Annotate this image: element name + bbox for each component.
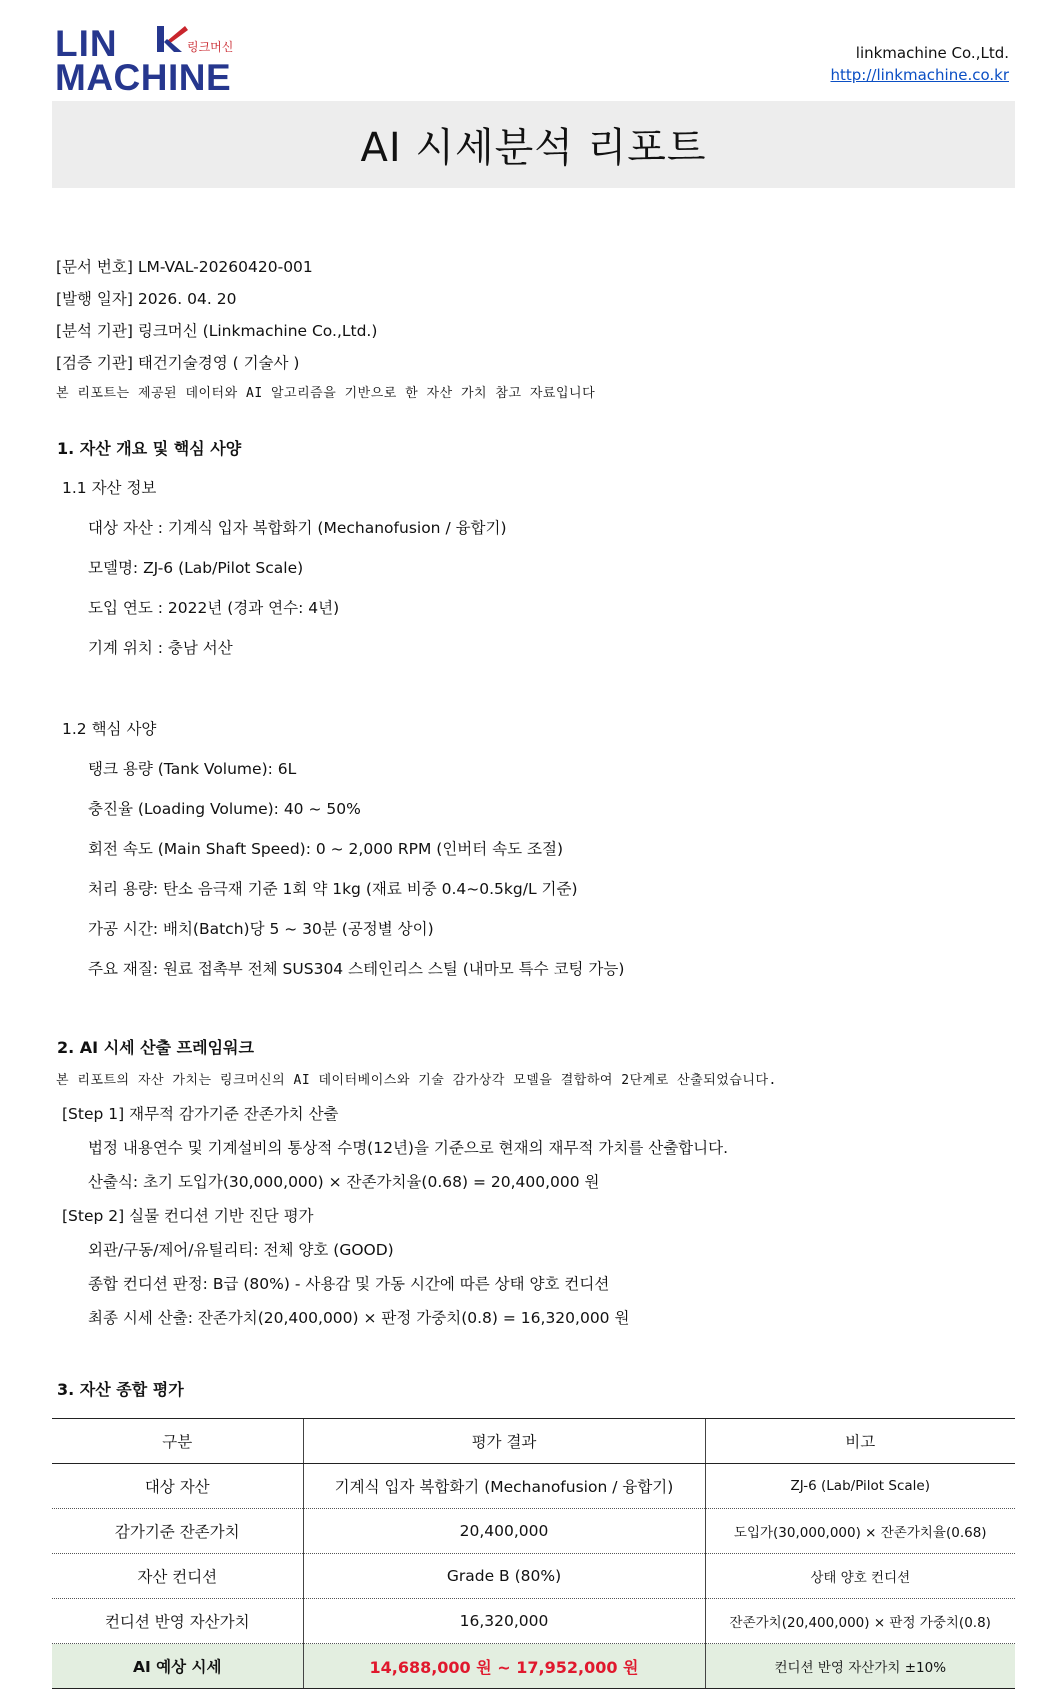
asset-info-item: 도입 연도 : 2022년 (경과 연수: 4년) <box>88 599 340 617</box>
row-result: Grade B (80%) <box>303 1554 705 1599</box>
logo-korean-text: 링크머신 <box>187 40 234 54</box>
final-estimate-row <box>52 1644 1015 1689</box>
asset-info-item: 기계 위치 : 충남 서산 <box>88 639 233 657</box>
spec-item: 가공 시간: 배치(Batch)당 5 ~ 30분 (공정별 상이) <box>88 920 434 938</box>
report-title: AI 시세분석 리포트 <box>360 125 707 171</box>
asset-info-item: 모델명: ZJ-6 (Lab/Pilot Scale) <box>88 559 304 577</box>
meta-verifier: [검증 기관] 태건기술경영 ( 기술사 ) <box>56 354 300 372</box>
company-info <box>831 42 1010 86</box>
section1-heading: 1. 자산 개요 및 핵심 사양 <box>57 439 242 458</box>
row-remark: 상태 양호 컨디션 <box>705 1554 1015 1599</box>
spec-item: 충진율 (Loading Volume): 40 ~ 50% <box>88 800 361 818</box>
meta-doc-number: [문서 번호] LM-VAL-20260420-001 <box>56 258 313 276</box>
spec-item: 탱크 용량 (Tank Volume): 6L <box>88 760 297 778</box>
table-row <box>52 1554 1015 1599</box>
document-meta <box>56 251 377 379</box>
row-result: 16,320,000 <box>303 1599 705 1644</box>
final-estimate-price: 14,688,000 원 ~ 17,952,000 원 <box>303 1644 705 1689</box>
section2-note: 본 리포트의 자산 가치는 링크머신의 AI 데이터베이스와 기술 감가상각 모델을 결합하여 2단계로 산출되었습니다. <box>56 1073 777 1088</box>
step2-item: 최종 시세 산출: 잔존가치(20,400,000) × 판정 가중치(0.8) = 16,320,000 원 <box>88 1309 630 1327</box>
title-banner <box>52 101 1015 188</box>
logo-k-mark-icon <box>155 24 189 54</box>
spec-item: 주요 재질: 원료 접촉부 전체 SUS304 스테인리스 스틸 (내마모 특수 코팅 가능) <box>88 960 625 978</box>
table-row <box>52 1509 1015 1554</box>
logo-text-bottom: MACHINE <box>55 57 232 98</box>
section1-1-heading: 1.1 자산 정보 <box>62 479 157 497</box>
row-remark: ZJ-6 (Lab/Pilot Scale) <box>705 1464 1015 1509</box>
step2-item: 종합 컨디션 판정: B급 (80%) - 사용감 및 가동 시간에 따른 상태 양호 컨디션 <box>88 1275 610 1293</box>
column-header-result: 평가 결과 <box>303 1419 705 1464</box>
table-row <box>52 1599 1015 1644</box>
row-label: 컨디션 반영 자산가치 <box>52 1599 303 1644</box>
row-label: 대상 자산 <box>52 1464 303 1509</box>
step1-heading: [Step 1] 재무적 감가기준 잔존가치 산출 <box>62 1105 339 1123</box>
company-url-link[interactable]: http://linkmachine.co.kr <box>830 66 1009 84</box>
logo-text-top: LIN <box>55 23 118 64</box>
row-label: 감가기준 잔존가치 <box>52 1509 303 1554</box>
column-header-category: 구분 <box>52 1419 303 1464</box>
step1-item: 법정 내용연수 및 기계설비의 통상적 수명(12년)을 기준으로 현재의 재무적 가치를 산출합니다. <box>88 1139 729 1157</box>
disclaimer-note: 본 리포트는 제공된 데이터와 AI 알고리즘을 기반으로 한 자산 가치 참고 자료입니다 <box>56 386 596 401</box>
meta-analyst: [분석 기관] 링크머신 (Linkmachine Co.,Ltd.) <box>56 322 378 340</box>
linkmachine-logo <box>55 20 255 100</box>
section2-heading: 2. AI 시세 산출 프레임워크 <box>57 1038 254 1057</box>
section1-2-heading: 1.2 핵심 사양 <box>62 720 157 738</box>
row-remark: 도입가(30,000,000) × 잔존가치율(0.68) <box>705 1509 1015 1554</box>
row-remark: 잔존가치(20,400,000) × 판정 가중치(0.8) <box>705 1599 1015 1644</box>
row-result: 20,400,000 <box>303 1509 705 1554</box>
asset-summary-table <box>52 1418 1015 1689</box>
final-estimate-remark: 컨디션 반영 자산가치 ±10% <box>705 1644 1015 1689</box>
section3-heading: 3. 자산 종합 평가 <box>57 1380 184 1399</box>
step2-item: 외관/구동/제어/유틸리티: 전체 양호 (GOOD) <box>88 1241 394 1259</box>
column-header-remarks: 비고 <box>705 1419 1015 1464</box>
spec-item: 처리 용량: 탄소 음극재 기준 1회 약 1kg (재료 비중 0.4~0.5kg/L 기준) <box>88 880 578 898</box>
final-estimate-label: AI 예상 시세 <box>52 1644 303 1689</box>
step2-heading: [Step 2] 실물 컨디션 기반 진단 평가 <box>62 1207 314 1225</box>
row-result: 기계식 입자 복합화기 (Mechanofusion / 융합기) <box>303 1464 705 1509</box>
spec-item: 회전 속도 (Main Shaft Speed): 0 ~ 2,000 RPM (인버터 속도 조절) <box>88 840 564 858</box>
row-label: 자산 컨디션 <box>52 1554 303 1599</box>
table-row <box>52 1464 1015 1509</box>
meta-issue-date: [발행 일자] 2026. 04. 20 <box>56 290 237 308</box>
company-name: linkmachine Co.,Ltd. <box>855 44 1009 62</box>
step1-item: 산출식: 초기 도입가(30,000,000) × 잔존가치율(0.68) = 20,400,000 원 <box>88 1173 600 1191</box>
asset-info-item: 대상 자산 : 기계식 입자 복합화기 (Mechanofusion / 융합기) <box>88 519 507 537</box>
table-header-row <box>52 1419 1015 1464</box>
